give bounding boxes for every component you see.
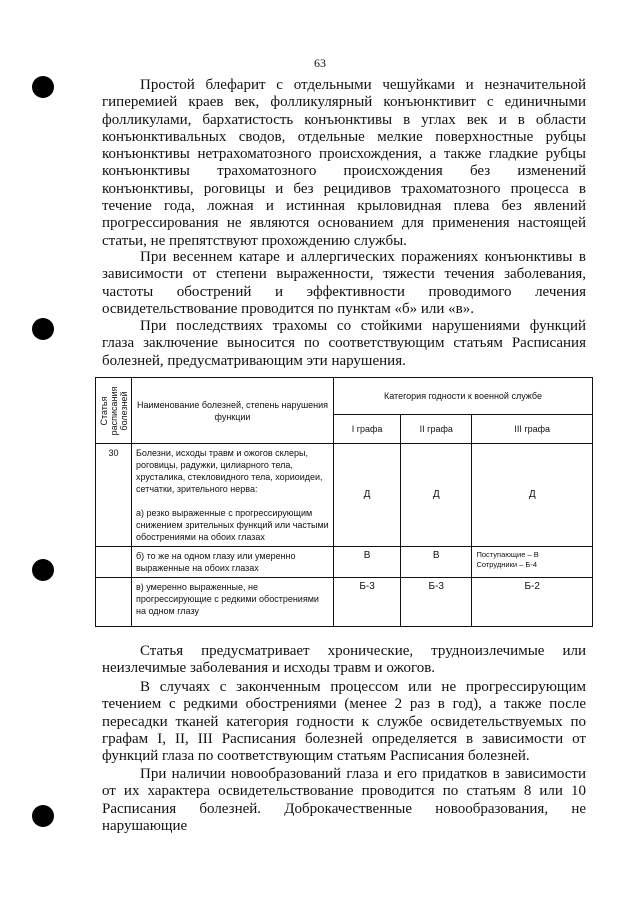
header-column-2: II графа <box>401 415 472 444</box>
punch-hole <box>32 318 54 340</box>
category-value: Б-3 <box>401 578 472 627</box>
header-column-3: III графа <box>472 415 593 444</box>
category-value: В <box>334 547 401 578</box>
category-value: Д <box>401 444 472 547</box>
table-row <box>96 444 593 547</box>
paragraph: При весеннем катаре и аллергических поражениях конъюнктивы в зависимости от степени выраженности, тяжести течения заболевания, частоты обострений и эффективности проводимого лечения освидетельствование проводится по пунктам «б» или «в». <box>102 249 586 317</box>
punch-hole <box>32 559 54 581</box>
disease-cell <box>132 444 334 547</box>
header-category: Категория годности к военной службе <box>334 378 593 415</box>
fitness-category-table <box>95 377 593 627</box>
category-value-applicants: Поступающие – В <box>476 550 539 559</box>
disease-subitem: б) то же на одном глазу или умеренно выраженные на обоих глазах <box>132 547 334 578</box>
table-row <box>96 547 593 578</box>
paragraph: Простой блефарит с отдельными чешуйками и незначительной гиперемией краев век, фолликулярный конъюнктивит с единичными фолликулами, бархатистость конъюнктивы в углах век и в области конъюнктивальных сводов, отдельные мелкие поверхностные рубцы конъюнктивы нетрахоматозного происхождения, а также гладкие рубцы конъюнктивы трахоматозного происхождения без изменений конъюнктивы, роговицы и без рецидивов трахоматозного процесса в течение года, ложная и истинная крыловидная плева без явлений прогрессирования не являются основанием для применения настоящей статьи, не препятствуют прохождению службы. <box>102 77 586 249</box>
paragraph: При последствиях трахомы со стойкими нарушениями функций глаза заключение выносится по соответствующим статьям Расписания болезней, предусматривающим эти нарушения. <box>102 318 586 369</box>
header-article: Статья расписания болезней <box>96 378 132 444</box>
paragraph: Статья предусматривает хронические, трудноизлечимые или неизлечимые заболевания и исходы травм и ожогов. <box>102 643 586 677</box>
paragraph: При наличии новообразований глаза и его придатков в зависимости от их характера освидетельствование проводится по статьям 8 или 10 Расписания болезней. Доброкачественные новообразования, не нарушающие <box>102 766 586 834</box>
category-value: Д <box>334 444 401 547</box>
category-value-split <box>472 547 593 578</box>
category-value: В <box>401 547 472 578</box>
category-value: Д <box>472 444 593 547</box>
disease-intro: Болезни, исходы травм и ожогов склеры, роговицы, радужки, цилиарного тела, хрусталика, стекловидного тела, хориоидеи, сетчатки, зрительного нерва: <box>136 448 323 494</box>
category-value: Б-2 <box>472 578 593 627</box>
article-number: 30 <box>96 444 132 547</box>
paragraph: В случаях с законченным процессом или не прогрессирующим течением с редкими обострениями (менее 2 раз в год), а также после пересадки тканей категория годности к службе освидетельствуемых по графам I, II, III Расписания болезней определяется в зависимости от функций глаза по соответствующим статьям Расписания болезней. <box>102 679 586 765</box>
table-row <box>96 578 593 627</box>
header-disease-name: Наименование болезней, степень нарушения функции <box>132 378 334 444</box>
punch-hole <box>32 805 54 827</box>
disease-subitem: в) умеренно выраженные, не прогрессирующие с редкими обострениями на одном глазу <box>132 578 334 627</box>
category-value: Б-3 <box>334 578 401 627</box>
page-number: 63 <box>314 56 326 70</box>
category-value-employees: Сотрудники – Б-4 <box>476 560 537 569</box>
punch-hole <box>32 76 54 98</box>
header-column-1: I графа <box>334 415 401 444</box>
disease-subitem: а) резко выраженные с прогрессирующим снижением зрительных функций или частыми обострениями на обоих глазах <box>136 508 329 542</box>
